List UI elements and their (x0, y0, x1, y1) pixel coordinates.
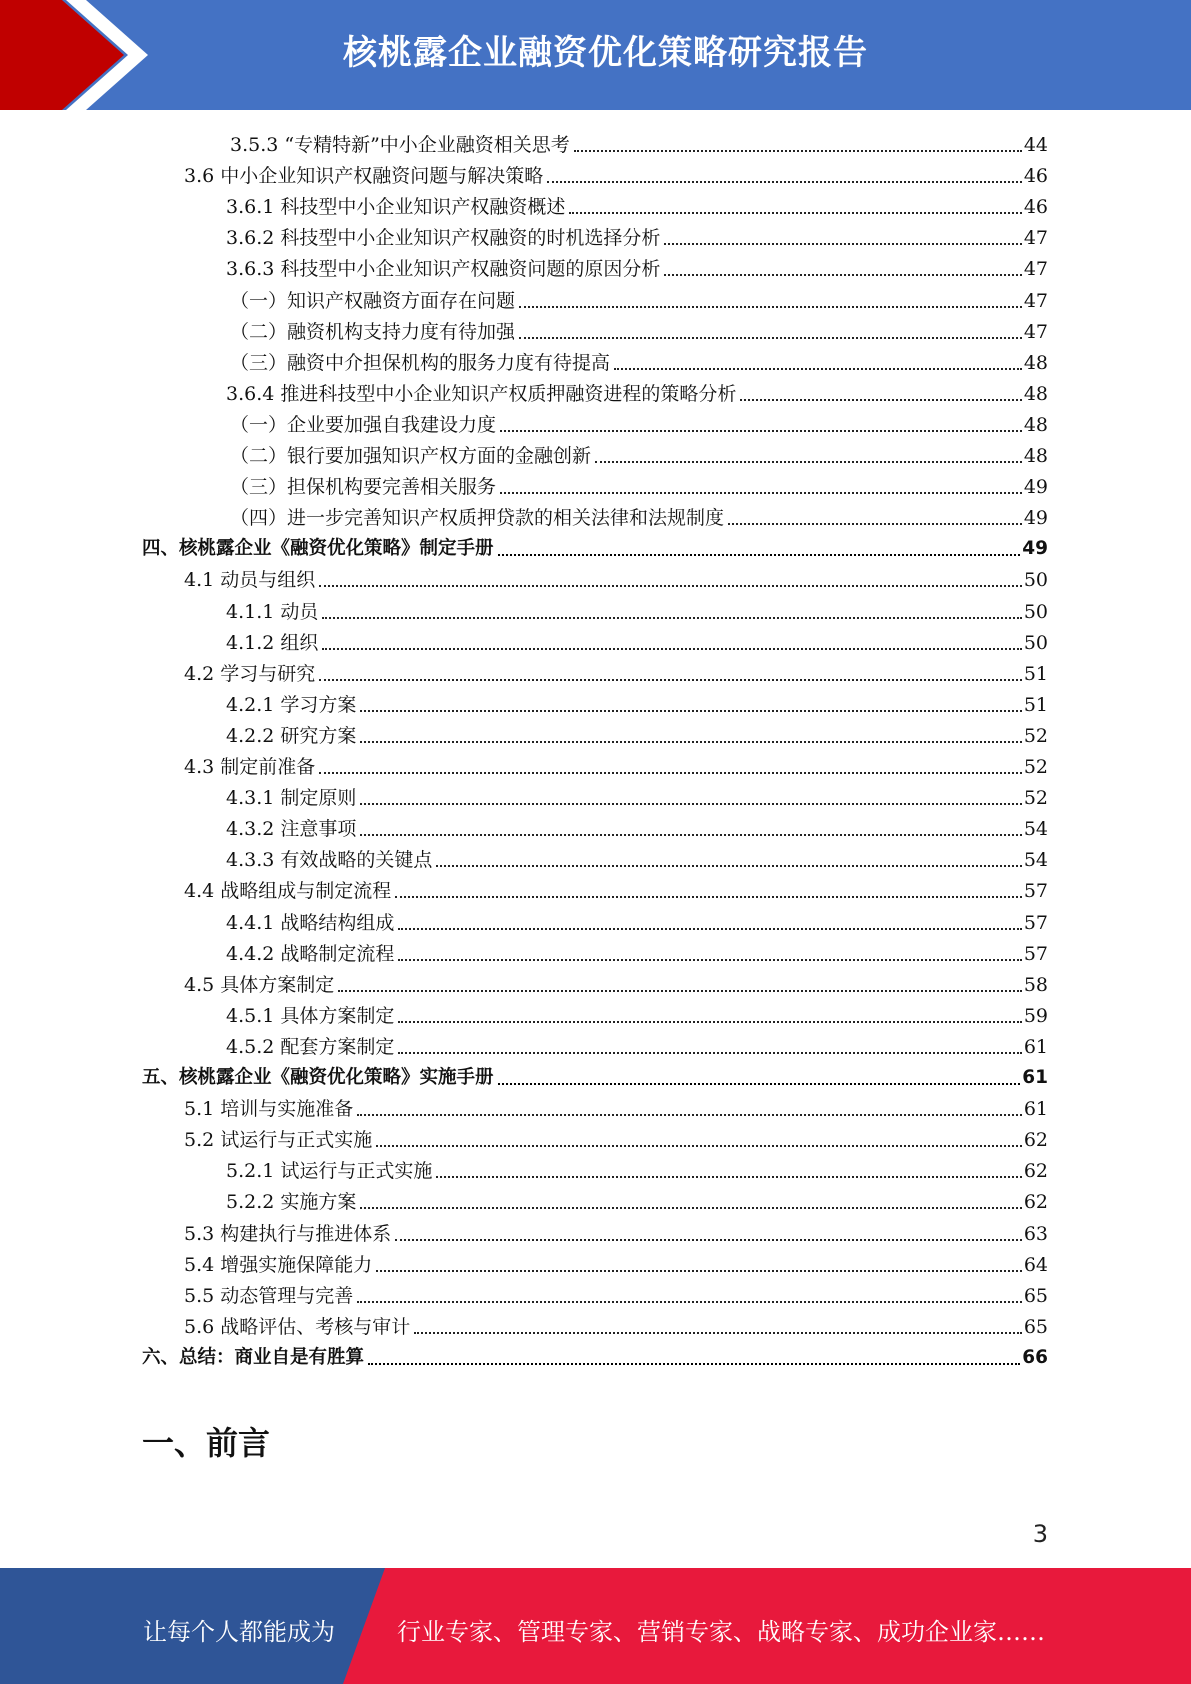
toc-entry-title: 4.4 战略组成与制定流程 (184, 880, 392, 903)
toc-entry-title: 五、核桃露企业《融资优化策略》实施手册 (142, 1067, 494, 1088)
toc-entry-title: （二）融资机构支持力度有待加强 (230, 320, 516, 343)
toc-entry[interactable] (184, 1216, 1048, 1247)
toc-entry-title: 3.6.3 科技型中小企业知识产权融资问题的原因分析 (226, 258, 661, 281)
toc-dot-leader (338, 990, 1022, 992)
footer-tagline: 行业专家、管理专家、营销专家、战略专家、成功企业家…… (397, 1618, 1045, 1646)
toc-entry-title: 4.5 具体方案制定 (184, 973, 335, 996)
toc-dot-leader (664, 243, 1021, 245)
toc-entry-page: 65 (1023, 1284, 1048, 1307)
toc-entry[interactable] (184, 873, 1048, 904)
toc-entry-title: 4.1 动员与组织 (184, 569, 316, 592)
toc-dot-leader (322, 617, 1021, 619)
toc-entry[interactable] (142, 531, 1048, 562)
toc-entry-title: 3.6.1 科技型中小企业知识产权融资概述 (226, 196, 566, 219)
toc-entry-title: 4.2 学习与研究 (184, 662, 316, 685)
toc-entry[interactable] (226, 220, 1048, 251)
toc-entry-page: 46 (1023, 165, 1048, 188)
toc-entry-title: 5.4 增强实施保障能力 (184, 1253, 373, 1276)
toc-entry-page: 52 (1023, 756, 1048, 778)
toc-entry[interactable] (230, 127, 1048, 158)
toc-entry[interactable] (226, 625, 1048, 656)
toc-entry-title: 5.2.1 试运行与正式实施 (226, 1160, 433, 1183)
toc-dot-leader (664, 274, 1021, 276)
toc-entry-page: 47 (1023, 258, 1048, 281)
toc-entry[interactable] (184, 1091, 1048, 1122)
toc-entry-page: 49 (1023, 476, 1048, 499)
toc-entry-page: 62 (1023, 1160, 1048, 1183)
toc-entry-title: 4.3 制定前准备 (184, 756, 316, 778)
toc-dot-leader (398, 928, 1021, 930)
toc-entry-page: 50 (1023, 600, 1048, 623)
toc-entry-page: 54 (1023, 818, 1048, 841)
toc-entry-title: 四、核桃露企业《融资优化策略》制定手册 (142, 538, 494, 560)
toc-dot-leader (357, 1301, 1022, 1303)
toc-entry-title: 5.2.2 实施方案 (226, 1191, 357, 1214)
toc-dot-leader (519, 306, 1022, 308)
toc-entry[interactable] (226, 376, 1048, 407)
toc-entry-title: 4.2.2 研究方案 (226, 724, 357, 747)
toc-entry-page: 52 (1023, 787, 1048, 810)
toc-entry-page: 47 (1023, 227, 1048, 250)
toc-entry[interactable] (226, 811, 1048, 842)
toc-dot-leader (395, 896, 1022, 898)
toc-entry-title: （一）企业要加强自我建设力度 (230, 413, 497, 436)
toc-dot-leader (319, 772, 1022, 774)
toc-entry-title: 3.5.3 “专精特新”中小企业融资相关思考 (230, 134, 570, 156)
toc-dot-leader (319, 585, 1022, 587)
toc-entry-page: 66 (1022, 1346, 1048, 1368)
toc-entry-page: 61 (1023, 1035, 1048, 1058)
toc-entry-page: 62 (1023, 1129, 1048, 1152)
toc-entry-page: 63 (1023, 1222, 1048, 1245)
toc-entry[interactable] (184, 1122, 1048, 1153)
toc-entry-title: （二）银行要加强知识产权方面的金融创新 (230, 445, 592, 467)
toc-entry[interactable] (230, 283, 1048, 314)
toc-entry-page: 48 (1023, 351, 1048, 374)
toc-entry-title: 4.4.2 战略制定流程 (226, 942, 395, 965)
report-title: 核桃露企业融资优化策略研究报告 (343, 33, 868, 73)
page-number: 3 (1032, 1520, 1048, 1548)
toc-entry-title: 5.1 培训与实施准备 (184, 1098, 354, 1121)
toc-entry-title: （四）进一步完善知识产权质押贷款的相关法律和法规制度 (230, 507, 725, 530)
toc-entry-page: 48 (1023, 382, 1048, 405)
toc-entry-title: 5.3 构建执行与推进体系 (184, 1222, 392, 1245)
toc-entry[interactable] (184, 1309, 1048, 1340)
toc-entry-page: 57 (1023, 942, 1048, 965)
toc-entry-title: 5.6 战略评估、考核与审计 (184, 1315, 411, 1338)
toc-entry-title: 4.4.1 战略结构组成 (226, 911, 395, 934)
toc-dot-leader (498, 554, 1021, 556)
toc-entry-title: 4.5.2 配套方案制定 (226, 1035, 395, 1058)
toc-dot-leader (395, 1239, 1022, 1241)
toc-dot-leader (360, 741, 1021, 743)
toc-entry-title: 4.1.1 动员 (226, 600, 319, 623)
toc-entry[interactable] (142, 1340, 1048, 1371)
toc-entry[interactable] (142, 1060, 1048, 1091)
toc-entry-page: 59 (1023, 1004, 1048, 1027)
toc-entry[interactable] (226, 936, 1048, 967)
toc-entry[interactable] (226, 1153, 1048, 1184)
toc-entry-title: 4.3.2 注意事项 (226, 818, 357, 841)
toc-dot-leader (595, 461, 1022, 463)
toc-dot-leader (368, 1363, 1020, 1365)
toc-entry-page: 48 (1023, 445, 1048, 467)
toc-entry-page: 51 (1023, 662, 1048, 685)
toc-entry[interactable] (230, 469, 1048, 500)
toc-entry-page: 61 (1022, 1067, 1048, 1088)
toc-entry-title: 3.6 中小企业知识产权融资问题与解决策略 (184, 165, 544, 188)
toc-dot-leader (547, 181, 1022, 183)
toc-dot-leader (500, 492, 1022, 494)
toc-entry-title: 4.3.3 有效战略的关键点 (226, 849, 433, 872)
section-heading: 一、前言 (142, 1424, 271, 1462)
toc-entry-title: 六、总结：商业自是有胜算 (142, 1346, 365, 1368)
toc-entry-page: 47 (1023, 289, 1048, 312)
toc-entry[interactable] (230, 500, 1048, 531)
toc-entry-page: 58 (1023, 973, 1048, 996)
toc-entry[interactable] (230, 345, 1048, 376)
toc-dot-leader (376, 1145, 1022, 1147)
toc-dot-leader (500, 430, 1022, 432)
toc-entry[interactable] (226, 1029, 1048, 1060)
toc-dot-leader (614, 368, 1022, 370)
toc-dot-leader (398, 1052, 1021, 1054)
toc-dot-leader (569, 212, 1021, 214)
toc-entry[interactable] (226, 780, 1048, 811)
toc-entry[interactable] (184, 562, 1048, 593)
footer-slogan: 让每个人都能成为 (143, 1618, 335, 1646)
toc-entry-title: 4.2.1 学习方案 (226, 693, 357, 716)
toc-dot-leader (740, 399, 1021, 401)
toc-entry-page: 47 (1023, 320, 1048, 343)
toc-dot-leader (360, 710, 1021, 712)
toc-entry-title: 4.3.1 制定原则 (226, 787, 357, 810)
toc-entry-page: 48 (1023, 413, 1048, 436)
toc-entry[interactable] (184, 656, 1048, 687)
toc-dot-leader (398, 959, 1021, 961)
toc-entry-page: 62 (1023, 1191, 1048, 1214)
toc-entry-page: 52 (1023, 724, 1048, 747)
toc-dot-leader (436, 865, 1021, 867)
toc-entry-page: 46 (1023, 196, 1048, 219)
toc-entry-page: 49 (1022, 538, 1048, 560)
toc-entry-page: 64 (1023, 1253, 1048, 1276)
toc-dot-leader (414, 1332, 1022, 1334)
toc-entry[interactable] (226, 998, 1048, 1029)
toc-entry[interactable] (226, 687, 1048, 718)
toc-dot-leader (519, 337, 1022, 339)
toc-entry[interactable] (184, 158, 1048, 189)
toc-entry-page: 57 (1023, 911, 1048, 934)
toc-dot-leader (322, 648, 1021, 650)
toc-entry-page: 50 (1023, 569, 1048, 592)
toc-dot-leader (360, 803, 1021, 805)
toc-entry-page: 44 (1023, 134, 1048, 156)
toc-entry-title: 5.2 试运行与正式实施 (184, 1129, 373, 1152)
toc-dot-leader (360, 1207, 1021, 1209)
toc-entry-page: 50 (1023, 631, 1048, 654)
toc-entry[interactable] (226, 905, 1048, 936)
toc-entry-page: 65 (1023, 1315, 1048, 1338)
toc-entry[interactable] (184, 1278, 1048, 1309)
toc-entry[interactable] (226, 189, 1048, 220)
toc-entry[interactable] (230, 314, 1048, 345)
toc-dot-leader (357, 1114, 1022, 1116)
toc-entry-page: 57 (1023, 880, 1048, 903)
toc-dot-leader (436, 1176, 1021, 1178)
toc-entry-page: 49 (1023, 507, 1048, 530)
toc-dot-leader (376, 1270, 1022, 1272)
toc-entry[interactable] (184, 967, 1048, 998)
toc-dot-leader (360, 834, 1021, 836)
toc-entry-title: （三）融资中介担保机构的服务力度有待提高 (230, 351, 611, 374)
toc-entry[interactable] (226, 842, 1048, 873)
toc-entry-page: 61 (1023, 1098, 1048, 1121)
toc-entry-page: 51 (1023, 693, 1048, 716)
toc-entry-page: 54 (1023, 849, 1048, 872)
toc-dot-leader (498, 1083, 1021, 1085)
toc-entry-title: 3.6.4 推进科技型中小企业知识产权质押融资进程的策略分析 (226, 382, 737, 405)
toc-entry[interactable] (230, 407, 1048, 438)
toc-entry-title: 4.5.1 具体方案制定 (226, 1004, 395, 1027)
toc-entry[interactable] (226, 1184, 1048, 1215)
toc-entry-title: 4.1.2 组织 (226, 631, 319, 654)
toc-entry-title: 3.6.2 科技型中小企业知识产权融资的时机选择分析 (226, 227, 661, 250)
toc-entry[interactable] (184, 1247, 1048, 1278)
toc-dot-leader (574, 150, 1022, 152)
toc-entry-title: （三）担保机构要完善相关服务 (230, 476, 497, 499)
toc-entry[interactable] (230, 438, 1048, 469)
toc-dot-leader (398, 1021, 1021, 1023)
toc-entry[interactable] (226, 594, 1048, 625)
toc-entry[interactable] (226, 718, 1048, 749)
page-header (0, 0, 1191, 110)
toc-entry[interactable] (226, 251, 1048, 282)
toc-dot-leader (319, 679, 1022, 681)
toc-entry-title: （一）知识产权融资方面存在问题 (230, 289, 516, 312)
toc-dot-leader (728, 523, 1022, 525)
toc-entry-title: 5.5 动态管理与完善 (184, 1284, 354, 1307)
toc-entry[interactable] (184, 749, 1048, 780)
